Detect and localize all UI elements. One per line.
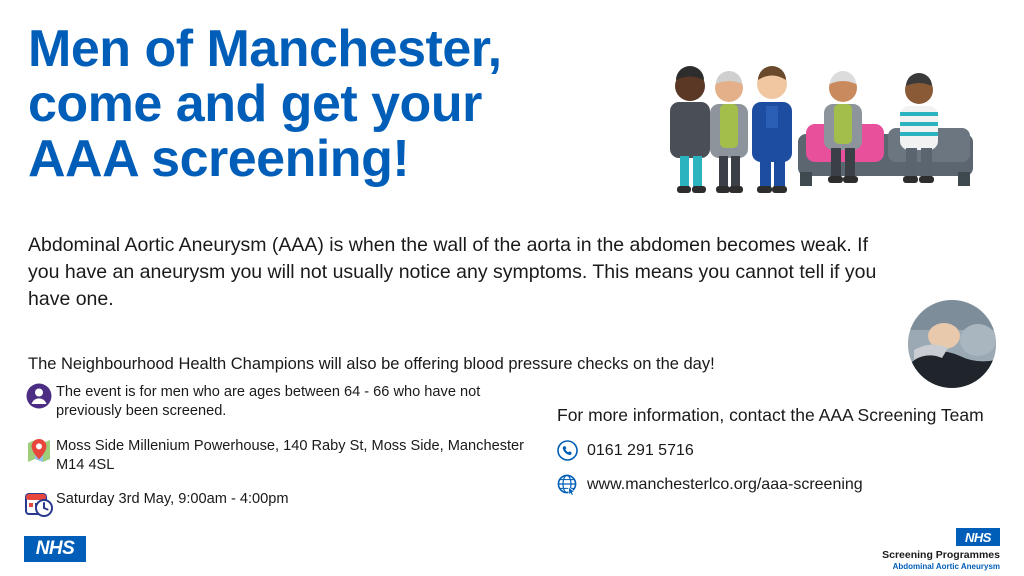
headline-line-2: come and get your	[28, 75, 482, 134]
detail-row-datetime	[22, 489, 532, 522]
secondary-paragraph-text: The Neighbourhood Health Champions will also be offering blood pressure checks on the day!	[28, 354, 715, 373]
contact-title: For more information, contact the AAA Screening Team	[557, 405, 984, 425]
detail-row-audience	[22, 382, 532, 422]
globe-icon	[557, 474, 587, 495]
detail-row-location	[22, 436, 532, 476]
body-paragraph	[28, 232, 888, 313]
detail-text-datetime: Saturday 3rd May, 9:00am - 4:00pm	[56, 491, 289, 507]
contact-phone-number[interactable]: 0161 291 5716	[587, 441, 694, 459]
contact-block	[557, 405, 997, 508]
calendar-clock-icon	[22, 489, 56, 522]
headline-line-3: AAA screening!	[28, 130, 410, 189]
nhs-screening-branding	[878, 528, 1000, 571]
event-details-list	[22, 382, 532, 536]
phone-icon	[557, 440, 587, 461]
location-pin-icon	[22, 436, 56, 469]
body-paragraph-text: Abdominal Aortic Aneurysm (AAA) is when the wall of the aorta in the abdomen becomes weak. If you have an aneurysm you will not usually notice any symptoms. This means you cannot tell if you have one.	[28, 234, 877, 310]
nhs-logo: NHS	[24, 536, 86, 562]
screening-programmes-label: Screening Programmes	[882, 549, 1000, 561]
contact-row-phone[interactable]	[557, 440, 997, 461]
detail-text-audience: The event is for men who are ages between 64 - 66 who have not previously been screened.	[56, 384, 481, 420]
contact-website-url[interactable]: www.manchesterlco.org/aaa-screening	[587, 475, 863, 493]
headline-line-1: Men of Manchester,	[28, 20, 502, 78]
photo-thumbnail	[908, 300, 996, 388]
detail-text-location: Moss Side Millenium Powerhouse, 140 Raby St, Moss Side, Manchester M14 4SL	[56, 437, 525, 473]
screening-programmes-sublabel: Abdominal Aortic Aneurysm	[892, 561, 1000, 571]
nhs-logo-small: NHS	[956, 528, 1000, 546]
person-icon	[22, 382, 56, 415]
page-title	[28, 22, 648, 187]
contact-row-website[interactable]	[557, 474, 997, 495]
people-illustration	[648, 46, 978, 196]
